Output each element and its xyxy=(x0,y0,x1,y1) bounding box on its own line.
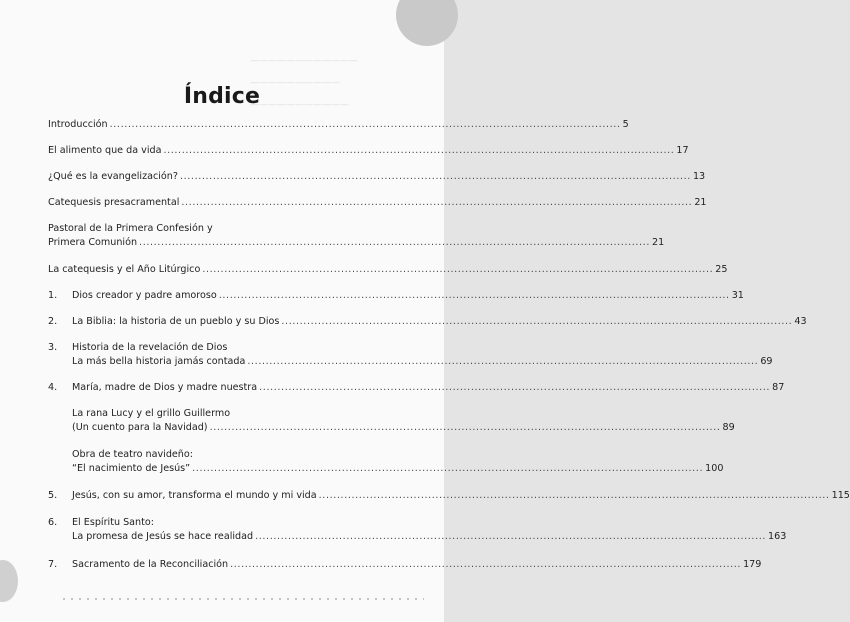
toc-entry-page: 163 xyxy=(768,531,787,542)
toc-entry xyxy=(48,196,707,210)
toc-entry-title: Obra de teatro navideño: xyxy=(72,449,193,460)
toc-entry-title: ¿Qué es la evangelización? xyxy=(48,171,178,182)
toc-entry-title-continued: La promesa de Jesús se hace realidad xyxy=(72,531,254,542)
leader-dots: ............................................................................................................................................ xyxy=(259,382,771,393)
toc-entry-title: Historia de la revelación de Dios xyxy=(72,342,228,353)
leader-dots: ............................................................................................................................................ xyxy=(181,197,693,208)
page-title: Índice xyxy=(183,84,261,109)
toc-entry-number: 1. xyxy=(48,290,58,301)
toc-entry xyxy=(48,222,665,250)
toc-entry-title: La catequesis y el Año Litúrgico xyxy=(48,264,201,275)
leader-dots: ............................................................................................................................................ xyxy=(139,237,650,248)
leader-dots: ............................................................................................................................................ xyxy=(230,559,742,570)
toc-entry xyxy=(48,144,689,158)
toc-entry-number: 3. xyxy=(48,342,58,353)
toc-entry-title-continued: “El nacimiento de Jesús” xyxy=(72,463,191,474)
toc-entry xyxy=(48,315,807,329)
toc-entry-page: 25 xyxy=(715,264,728,275)
toc-entry xyxy=(48,289,744,303)
toc-entry-page: 89 xyxy=(722,422,735,433)
leader-dots: ............................................................................................................................................ xyxy=(163,145,675,156)
toc-entry-page: 179 xyxy=(743,559,762,570)
leader-dots: ............................................................................................................................................ xyxy=(209,422,721,433)
leader-dots: ............................................................................................................................................ xyxy=(255,531,767,542)
toc-entry-page: 100 xyxy=(705,463,724,474)
leader-dots: ............................................................................................................................................ xyxy=(192,463,704,474)
toc-entry-page: 5 xyxy=(622,119,629,130)
toc-entry xyxy=(48,558,762,572)
toc-entry-page: 21 xyxy=(694,197,707,208)
toc-entry xyxy=(48,407,735,435)
toc-entry-title: Sacramento de la Reconciliación xyxy=(72,559,229,570)
toc-entry-page: 21 xyxy=(652,237,665,248)
toc-entry-title: El alimento que da vida xyxy=(48,145,162,156)
toc-entry-title: Dios creador y padre amoroso xyxy=(72,290,217,301)
toc-entry-page: 13 xyxy=(692,171,706,182)
toc-entry-page: 69 xyxy=(760,356,773,367)
toc-entry xyxy=(48,118,629,132)
toc-entry-page: 43 xyxy=(794,316,807,327)
toc-entry xyxy=(48,448,724,476)
toc-entry-title: María, madre de Dios y madre nuestra xyxy=(72,382,258,393)
toc-entry-title: La rana Lucy y el grillo Guillermo xyxy=(72,408,231,419)
toc-entry xyxy=(48,341,773,369)
toc-entry xyxy=(48,170,706,184)
toc-entry-number: 7. xyxy=(48,559,58,570)
toc-entry-number: 5. xyxy=(48,490,58,501)
toc-entry-title-continued: (Un cuento para la Navidad) xyxy=(72,422,208,433)
toc-entry-title: Jesús, con su amor, transforma el mundo y mi vida xyxy=(72,490,317,501)
toc-entry-page: 31 xyxy=(731,290,744,301)
page-edge-shadow xyxy=(0,560,18,602)
toc-entry-title-continued: Primera Comunión xyxy=(48,237,138,248)
leader-dots: ............................................................................................................................................ xyxy=(218,290,730,301)
toc-entry-title: El Espíritu Santo: xyxy=(72,517,155,528)
leader-dots: ............................................................................................................................................ xyxy=(318,490,830,501)
toc-entry xyxy=(48,381,785,395)
toc-entry-title: Pastoral de la Primera Confesión y xyxy=(48,223,213,234)
toc-entry-number: 4. xyxy=(48,382,58,393)
leader-dots: ............................................................................................................................................ xyxy=(281,316,793,327)
leader-dots: ............................................................................................................................................ xyxy=(109,119,621,130)
toc-entry-page: 115 xyxy=(831,490,850,501)
toc-entry-title: Catequesis presacramental xyxy=(48,197,180,208)
leader-dots: ............................................................................................................................................ xyxy=(179,171,691,182)
bleed-through-text: ———————————— —————————— ——————————— xyxy=(250,56,358,110)
toc-entry-page: 17 xyxy=(676,145,689,156)
toc-entry-title: Introducción xyxy=(48,119,108,130)
toc-entry-number: 2. xyxy=(48,316,58,327)
toc-entry-number: 6. xyxy=(48,517,58,528)
toc-entry-title: La Biblia: la historia de un pueblo y su Dios xyxy=(72,316,280,327)
toc-entry xyxy=(48,516,787,544)
toc-entry-page: 87 xyxy=(772,382,785,393)
toc-entry xyxy=(48,489,850,503)
page-corner-shadow xyxy=(396,0,458,46)
leader-dots: ............................................................................................................................................ xyxy=(202,264,714,275)
toc-entry-title-continued: La más bella historia jamás contada xyxy=(72,356,246,367)
leader-dots: ............................................................................................................................................ xyxy=(247,356,759,367)
toc-entry xyxy=(48,263,728,277)
bottom-decorative-dots xyxy=(60,598,424,600)
